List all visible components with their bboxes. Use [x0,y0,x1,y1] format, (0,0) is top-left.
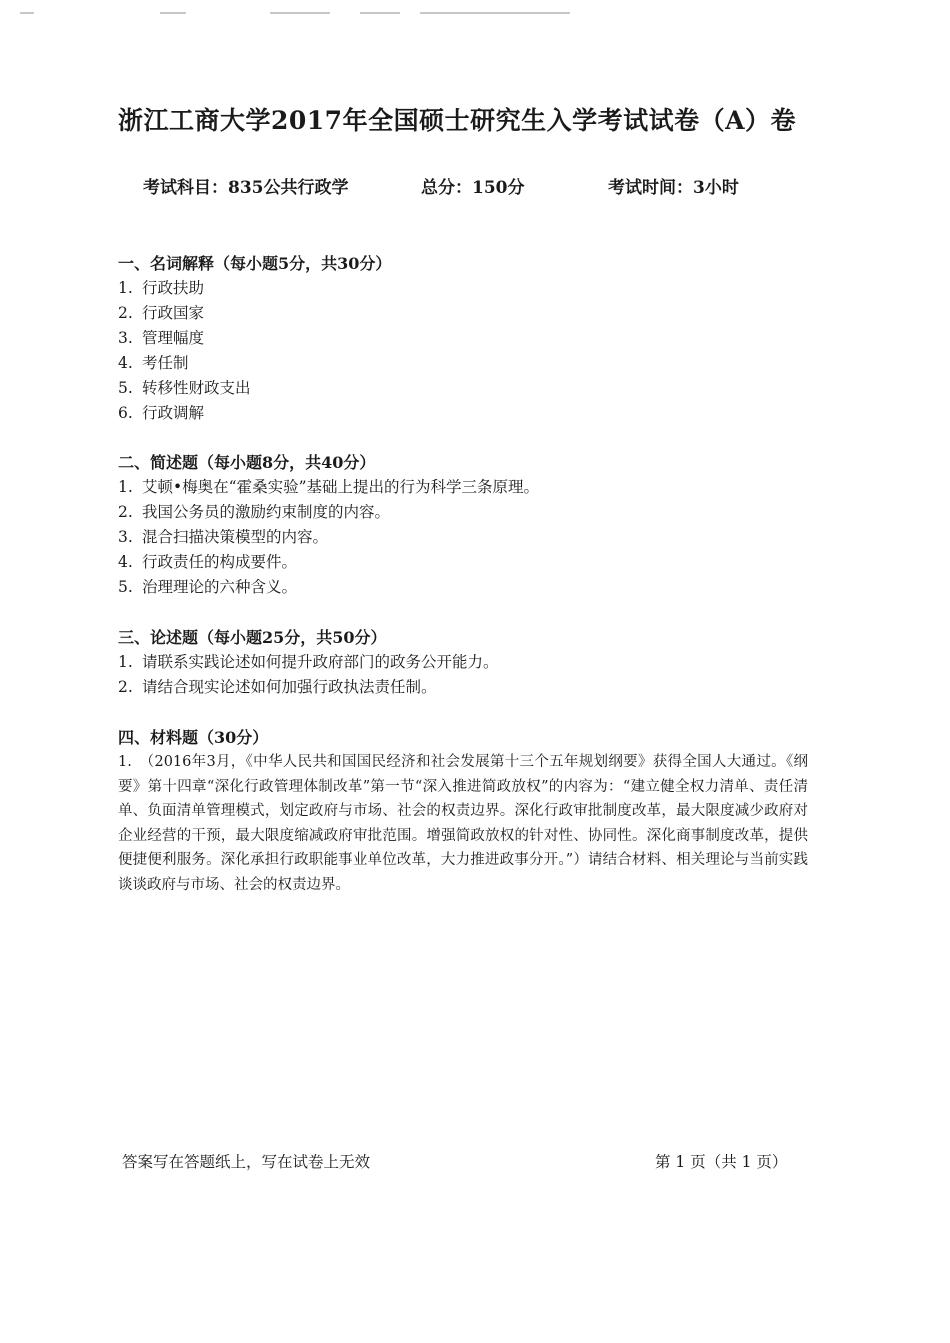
question-text: 行政扶助 [142,279,205,297]
section-heading: 二、简述题（每小题8分，共40分） [118,453,376,472]
question-text: 行政责任的构成要件。 [142,553,298,571]
question-text: 治理理论的六种含义。 [142,578,298,596]
footer-notice: 答案写在答题纸上，写在试卷上无效 [122,1153,371,1171]
question-number: 1. [118,653,133,671]
exam-title: 浙江工商大学2017年全国硕士研究生入学考试试卷（A）卷 [118,106,796,135]
scan-artifact-marks [20,6,580,20]
exam-duration: 考试时间：3小时 [608,178,739,198]
question-item [118,550,808,575]
question-item [118,650,808,675]
section-short-answer [118,450,808,600]
question-number: 5. [118,379,133,397]
question-number: 1. [118,279,133,297]
question-number: 3. [118,329,133,347]
question-text: 请结合现实论述如何加强行政执法责任制。 [142,678,437,696]
question-list [118,650,808,700]
question-item [118,276,808,301]
section-essay [118,625,808,700]
question-number: 1. [118,478,133,496]
question-item [118,675,808,700]
question-number: 5. [118,578,133,596]
question-item [118,475,808,500]
question-list [118,276,808,426]
question-item [118,525,808,550]
question-item [118,326,808,351]
question-number: 2. [118,304,133,322]
question-text: 行政国家 [142,304,205,322]
question-item [118,500,808,525]
material-question-text: 1. （2016年3月，《中华人民共和国国民经济和社会发展第十三个五年规划纲要》获得全国人大通过。《纲要》第十四章“深化行政管理体制改革”第一节“深入推进简政放权”的内容为：“建立健全权力清单、责任清单、负面清单管理模式，划定政府与市场、社会的权责边界。深化行政审批制度改革，最大限度减少政府对企业经营的干预，最大限度缩减政府审批范围。增强简政放权的针对性、协同性。深化商事制度改革，提供便捷便利服务。深化承担行政职能事业单位改革，大力推进政事分开。”）请结合材料、相关理论与当前实践谈谈政府与市场、社会的权责边界。 [118,754,808,893]
question-item [118,575,808,600]
question-number: 6. [118,404,133,422]
question-number: 2. [118,678,133,696]
exam-info-row [143,173,803,199]
question-number: 4. [118,354,133,372]
question-text: 行政调解 [142,404,205,422]
question-text: 转移性财政支出 [142,379,251,397]
question-item [118,301,808,326]
question-list [118,475,808,600]
question-text: 艾顿•梅奥在“霍桑实验”基础上提出的行为科学三条原理。 [142,478,539,496]
section-term-definitions [118,251,808,426]
exam-total-score: 总分：150分 [421,178,525,198]
question-text: 考任制 [142,354,189,372]
section-heading: 四、材料题（30分） [118,728,269,747]
footer-page-number: 第 1 页（共 1 页） [655,1153,788,1171]
question-number: 2. [118,503,133,521]
question-item [118,376,808,401]
question-text: 混合扫描决策模型的内容。 [142,528,329,546]
question-item [118,401,808,426]
section-heading: 一、名词解释（每小题5分，共30分） [118,254,392,273]
question-item [118,351,808,376]
question-text: 请联系实践论述如何提升政府部门的政务公开能力。 [142,653,499,671]
exam-subject: 考试科目：835公共行政学 [143,178,349,198]
question-number: 4. [118,553,133,571]
section-material-analysis [118,725,808,897]
question-number: 3. [118,528,133,546]
question-text: 我国公务员的激励约束制度的内容。 [142,503,391,521]
question-text: 管理幅度 [142,329,205,347]
section-heading: 三、论述题（每小题25分，共50分） [118,628,387,647]
